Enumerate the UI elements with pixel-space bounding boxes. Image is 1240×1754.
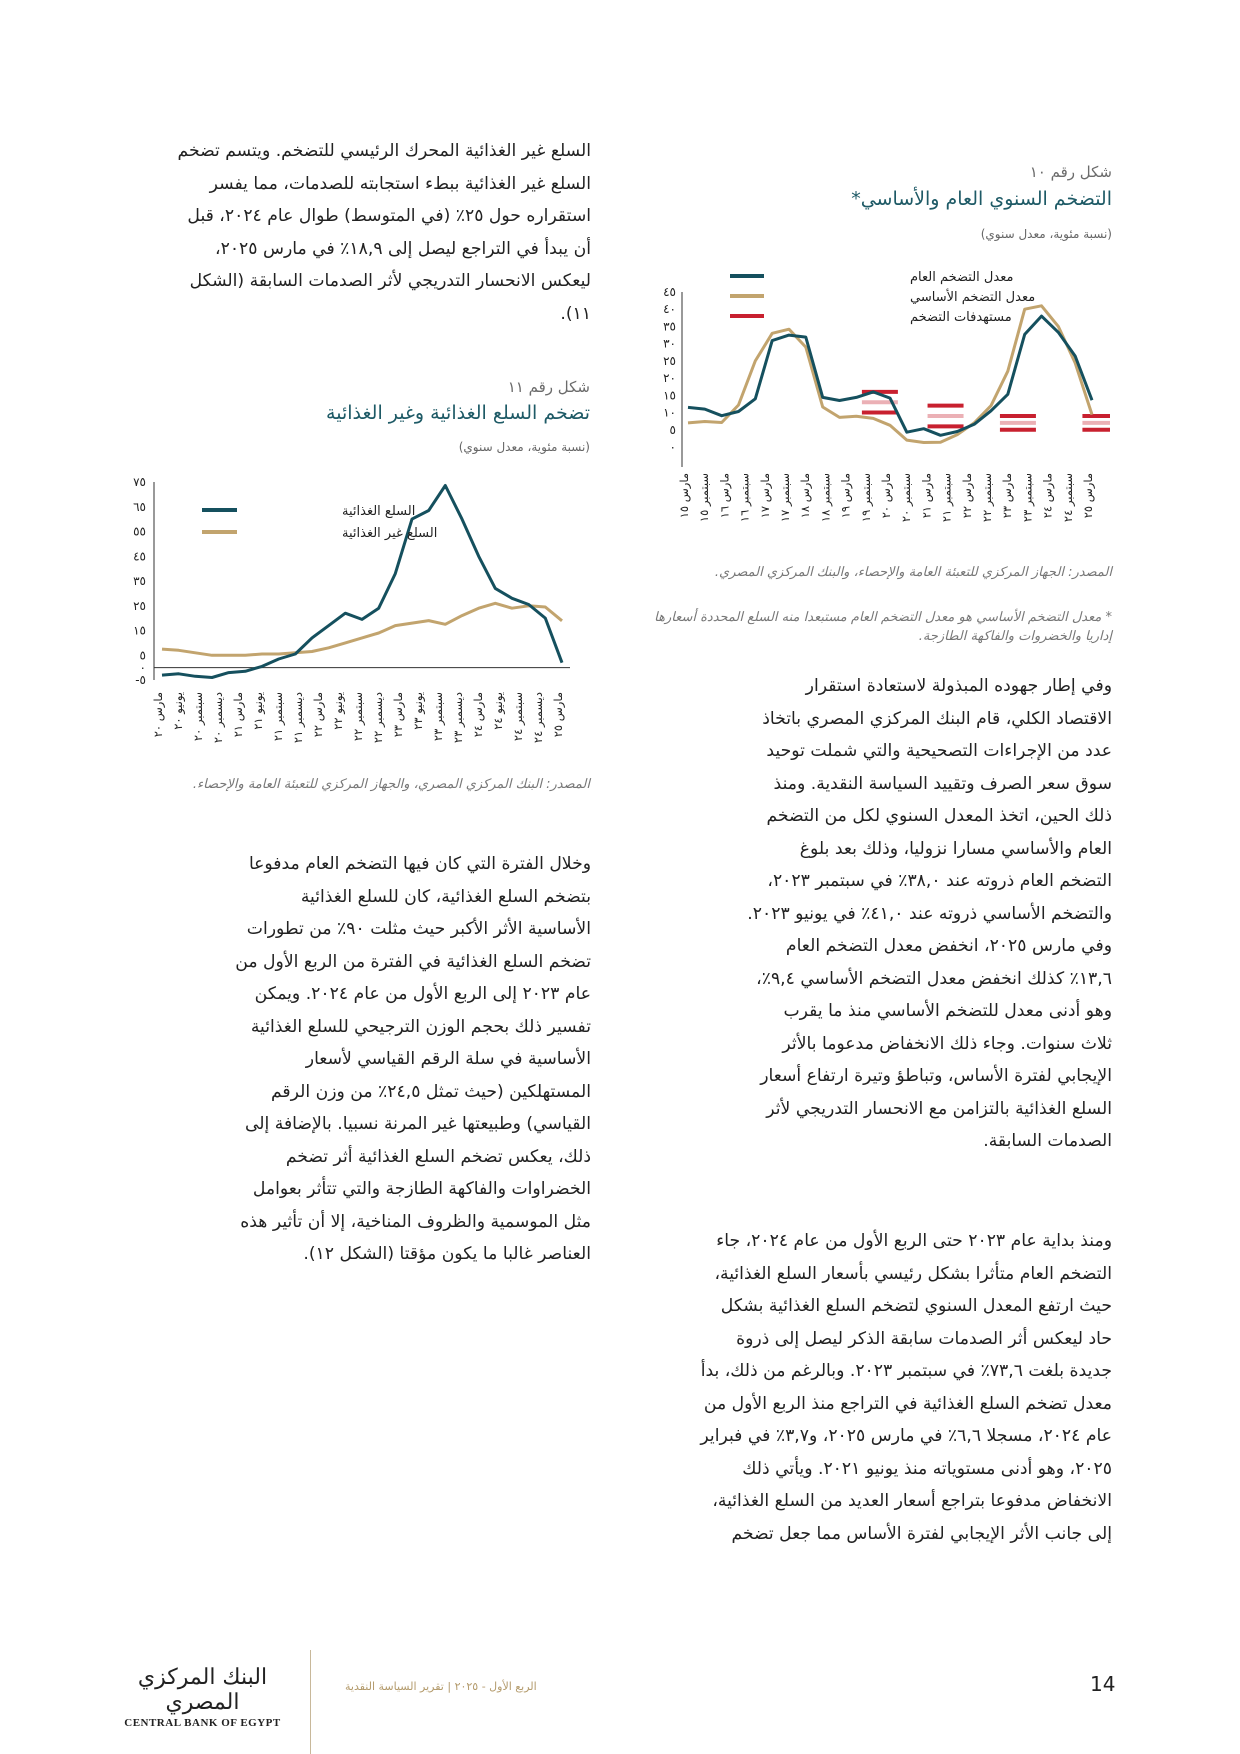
text-line: التضخم العام متأثرا بشكل رئيسي بأسعار السلع الغذائية،: [714, 1263, 1112, 1284]
bank-name-arabic: البنك المركزي المصري: [137, 1665, 268, 1715]
text-line: وفي إطار جهوده المبذولة لاستعادة استقرار: [805, 676, 1112, 696]
text-line: الأساسية الأثر الأكبر حيث مثلت ٩٠٪ من تطورات: [246, 919, 591, 939]
text-line: سوق سعر الصرف وتقييد السياسة النقدية. ومنذ: [773, 773, 1112, 794]
right-paragraph-2: [650, 1225, 1112, 1550]
x-tick-label: مارس ٢٣: [1000, 473, 1015, 519]
left-paragraph-top: [113, 135, 591, 330]
figure10-chart: [640, 262, 1110, 562]
x-tick-label: سبتمبر ١٦: [737, 473, 752, 523]
right-paragraph-1: [650, 670, 1112, 1158]
x-tick-label: يونيو ٢٤: [491, 692, 505, 730]
x-tick-label: مارس ٢٣: [391, 692, 405, 738]
text-line: ذلك، يعكس تضخم السلع الغذائية أثر تضخم: [285, 1146, 591, 1167]
x-tick-label: سبتمبر ١٧: [778, 473, 792, 523]
x-tick-label: سبتمبر ٢٠: [191, 692, 205, 742]
x-tick-label: مارس ٢٠: [151, 692, 165, 738]
y-tick-label: ٧٥: [133, 475, 146, 489]
y-tick-label: -٥: [135, 673, 146, 687]
x-tick-label: سبتمبر ٢١: [939, 473, 954, 523]
y-tick-label: ٠: [139, 660, 146, 675]
text-line: وفي مارس ٢٠٢٥، انخفض معدل التضخم العام: [785, 936, 1112, 956]
x-tick-label: سبتمبر ٢٤: [1060, 473, 1075, 523]
footer-divider: [310, 1650, 311, 1754]
x-tick-label: يونيو ٢٠: [171, 692, 185, 730]
text-line: العام والأساسي مسارا نزوليا، وذلك بعد بلوغ: [799, 838, 1112, 859]
text-line: ليعكس الانحسار التدريجي لأثر الصدمات السابقة (الشكل: [189, 271, 591, 291]
y-tick-label: ١٥: [133, 623, 146, 638]
text-line: الانخفاض مدفوعا بتراجع أسعار العديد من السلع الغذائية،: [712, 1491, 1112, 1511]
x-tick-label: يونيو ٢٣: [411, 692, 425, 730]
x-tick-label: سبتمبر ٢١: [271, 692, 285, 742]
text-line: تفسير ذلك بحجم الوزن الترجيحي للسلع الغذائية: [250, 1016, 591, 1037]
figure11-source-text: المصدر: البنك المركزي المصري، والجهاز المركزي للتعبئة العامة والإحصاء.: [192, 777, 590, 792]
x-tick-label: يونيو ٢٢: [331, 692, 345, 730]
x-tick-label: مارس ١٥: [677, 473, 691, 519]
text-line: تضخم السلع الغذائية في الفترة من الربع الأول من: [235, 951, 591, 972]
x-tick-label: مارس ١٦: [717, 473, 732, 519]
x-tick-label: مارس ٢٥: [551, 692, 565, 738]
y-tick-label: ٤٥: [663, 285, 676, 299]
text-line: السلع غير الغذائية المحرك الرئيسي للتضخم. ويتسم تضخم: [177, 141, 591, 161]
x-tick-label: مارس ٢١: [231, 692, 245, 738]
x-tick-label: مارس ٢٢: [959, 473, 974, 519]
legend-label: السلع الغذائية: [342, 504, 416, 519]
x-tick-label: مارس ١٨: [798, 473, 813, 519]
legend-label: السلع غير الغذائية: [342, 526, 438, 541]
text-line: ثلاث سنوات. وجاء ذلك الانخفاض مدعوما بالأثر: [782, 1033, 1112, 1054]
x-tick-label: سبتمبر ١٥: [697, 473, 712, 523]
legend-label: مستهدفات التضخم: [910, 310, 1012, 325]
x-tick-label: سبتمبر ٢٢: [980, 473, 994, 523]
text-line: ٢٠٢٥، وهو أدنى مستوياته منذ يونيو ٢٠٢١. ويأتي ذلك: [742, 1458, 1112, 1479]
x-tick-label: سبتمبر ٢٠: [899, 473, 914, 523]
text-line: عدد من الإجراءات التصحيحية والتي شملت توحيد: [766, 741, 1112, 761]
figure10-title: التضخم السنوي العام والأساسي*: [851, 188, 1112, 210]
x-tick-label: ديسمبر ٢٣: [451, 692, 465, 744]
y-tick-label: ٤٥: [133, 549, 146, 564]
y-tick-label: ٣٥: [133, 574, 146, 588]
text-line: والتضخم الأساسي ذروته عند ٤١,٠٪ في يونيو ٢٠٢٣.: [747, 903, 1112, 924]
y-tick-label: ١٠: [663, 405, 676, 420]
x-tick-label: سبتمبر ٢٣: [1020, 473, 1035, 523]
x-tick-label: مارس ٢٤: [471, 692, 485, 738]
x-tick-label: مارس ١٧: [757, 473, 772, 519]
cbe-logo: [120, 1665, 285, 1729]
y-tick-label: ٥٥: [133, 524, 146, 539]
text-line: السلع غير الغذائية ببطء استجابته للصدمات، مما يفسر: [209, 173, 591, 194]
x-tick-label: سبتمبر ١٨: [818, 473, 833, 523]
x-tick-label: مارس ٢١: [919, 473, 934, 519]
text-line: استقراره حول ٢٥٪ (في المتوسط) طوال عام ٢٠٢٤، قبل: [187, 206, 591, 226]
legend-label: معدل التضخم الأساسي: [910, 290, 1036, 305]
y-tick-label: ٥: [669, 422, 676, 437]
text-line: إلى جانب الأثر الإيجابي لفترة الأساس مما جعل تضخم: [731, 1523, 1112, 1544]
text-line: الأساسية في سلة الرقم القياسي لأسعار: [305, 1049, 591, 1069]
figure11-title: تضخم السلع الغذائية وغير الغذائية: [326, 402, 590, 424]
text-line: القياسي) وطبيعتها غير المرنة نسبيا. بالإضافة إلى: [244, 1114, 591, 1134]
y-tick-label: ٤٠: [663, 302, 676, 317]
text-line: أن يبدأ في التراجع ليصل إلى ١٨,٩٪ في مارس ٢٠٢٥،: [215, 238, 591, 259]
legend-label: معدل التضخم العام: [910, 270, 1014, 285]
text-line: التضخم العام ذروته عند ٣٨,٠٪ في سبتمبر ٢٠٢٣،: [767, 871, 1112, 891]
text-line: السلع الغذائية بالتزامن مع الانحسار التدريجي لأثر: [766, 1098, 1112, 1119]
y-tick-label: ١٥: [663, 388, 676, 403]
y-tick-label: ٣٥: [663, 319, 676, 334]
x-tick-label: مارس ٢٤: [1040, 473, 1055, 519]
text-line: عام ٢٠٢٤، مسجلا ٦,٦٪ في مارس ٢٠٢٥، و٣,٧٪ في فبراير: [700, 1426, 1112, 1446]
x-tick-label: مارس ٢٥: [1081, 473, 1095, 519]
text-line: وهو أدنى معدل للتضخم الأساسي منذ ما يقرب: [783, 1001, 1112, 1021]
text-line: عام ٢٠٢٣ إلى الربع الأول من عام ٢٠٢٤. ويمكن: [254, 984, 591, 1004]
figure10-source: المصدر: الجهاز المركزي للتعبئة العامة والإحصاء، والبنك المركزي المصري.: [714, 565, 1112, 580]
text-line: معدل تضخم السلع الغذائية في التراجع منذ الربع الأول من: [703, 1393, 1112, 1414]
nonfood-inflation-line: [162, 603, 562, 655]
footer-report-title: الربع الأول - ٢٠٢٥ | تقرير السياسة النقدية: [345, 1680, 537, 1693]
x-tick-label: سبتمبر ٢٢: [351, 692, 365, 742]
text-line: الصدمات السابقة.: [983, 1131, 1112, 1151]
text-line: وخلال الفترة التي كان فيها التضخم العام مدفوعا: [248, 854, 591, 874]
text-line: المستهلكين (حيث تمثل ٢٤,٥٪ من وزن الرقم: [270, 1081, 591, 1102]
text-line: الاقتصاد الكلي، قام البنك المركزي المصري باتخاذ: [762, 708, 1112, 729]
x-tick-label: ديسمبر ٢٤: [531, 692, 545, 744]
text-line: ومنذ بداية عام ٢٠٢٣ حتى الربع الأول من عام ٢٠٢٤، جاء: [716, 1231, 1112, 1251]
figure11-label: شكل رقم ١١: [507, 378, 590, 396]
text-line: حاد ليعكس أثر الصدمات سابقة الذكر ليصل إلى ذروة: [736, 1328, 1112, 1349]
figure10-label: شكل رقم ١٠: [1029, 163, 1112, 181]
text-line: الخضراوات والفاكهة الطازجة والتي تتأثر بعوامل: [252, 1179, 591, 1199]
y-tick-label: ٦٥: [133, 499, 146, 514]
x-tick-label: ديسمبر ٢٠: [211, 692, 225, 744]
text-line: الإيجابي لفترة الأساس، وتباطؤ وتيرة ارتفاع أسعار: [760, 1066, 1112, 1086]
x-tick-label: سبتمبر ٢٤: [511, 692, 525, 742]
y-tick-label: ٢٠: [663, 371, 676, 386]
x-tick-label: سبتمبر ١٩: [858, 473, 873, 523]
left-paragraph-bottom: [113, 848, 591, 1271]
y-tick-label: ٢٥: [663, 353, 676, 368]
text-line: حيث ارتفع المعدل السنوي لتضخم السلع الغذائية بشكل: [720, 1296, 1112, 1316]
figure11-unit: (نسبة مئوية، معدل سنوي): [458, 440, 590, 454]
x-tick-label: مارس ١٩: [838, 473, 853, 519]
y-tick-label: ٥: [139, 648, 146, 663]
text-line: ١١).: [560, 303, 591, 324]
bank-name-english: CENTRAL BANK OF EGYPT: [124, 1717, 281, 1729]
figure10-footnote: * معدل التضخم الأساسي هو معدل التضخم العام مستبعدا منه السلع المحددة أسعارها إداريا والخضروات والفاكهة الطازجة.: [654, 610, 1112, 644]
page-number: 14: [1090, 1672, 1116, 1696]
x-tick-label: مارس ٢٠: [879, 473, 893, 519]
text-line: ١٣,٦٪ كذلك انخفض معدل التضخم الأساسي ٩,٤٪،: [756, 968, 1112, 989]
y-tick-label: ٣٠: [663, 336, 676, 351]
x-tick-label: مارس ٢٢: [311, 692, 325, 738]
text-line: مثل الموسمية والظروف المناخية، إلا أن تأثير هذه: [240, 1211, 591, 1232]
y-tick-label: ٢٥: [133, 598, 146, 613]
text-line: بتضخم السلع الغذائية، كان للسلع الغذائية: [300, 886, 591, 907]
text-line: ذلك الحين، اتخذ المعدل السنوي لكل من التضخم: [766, 806, 1112, 826]
x-tick-label: ديسمبر ٢١: [291, 692, 305, 744]
figure11-chart: [112, 470, 592, 770]
text-line: العناصر غالبا ما يكون مؤقتا (الشكل ١٢).: [303, 1244, 591, 1264]
x-tick-label: يونيو ٢١: [251, 692, 265, 730]
figure10-unit: (نسبة مئوية، معدل سنوي): [980, 227, 1112, 241]
y-tick-label: ٠: [669, 440, 676, 454]
x-tick-label: ديسمبر ٢٢: [371, 692, 385, 744]
x-tick-label: سبتمبر ٢٣: [431, 692, 445, 742]
text-line: جديدة بلغت ٧٣,٦٪ في سبتمبر ٢٠٢٣. وبالرغم من ذلك، بدأ: [700, 1361, 1112, 1381]
